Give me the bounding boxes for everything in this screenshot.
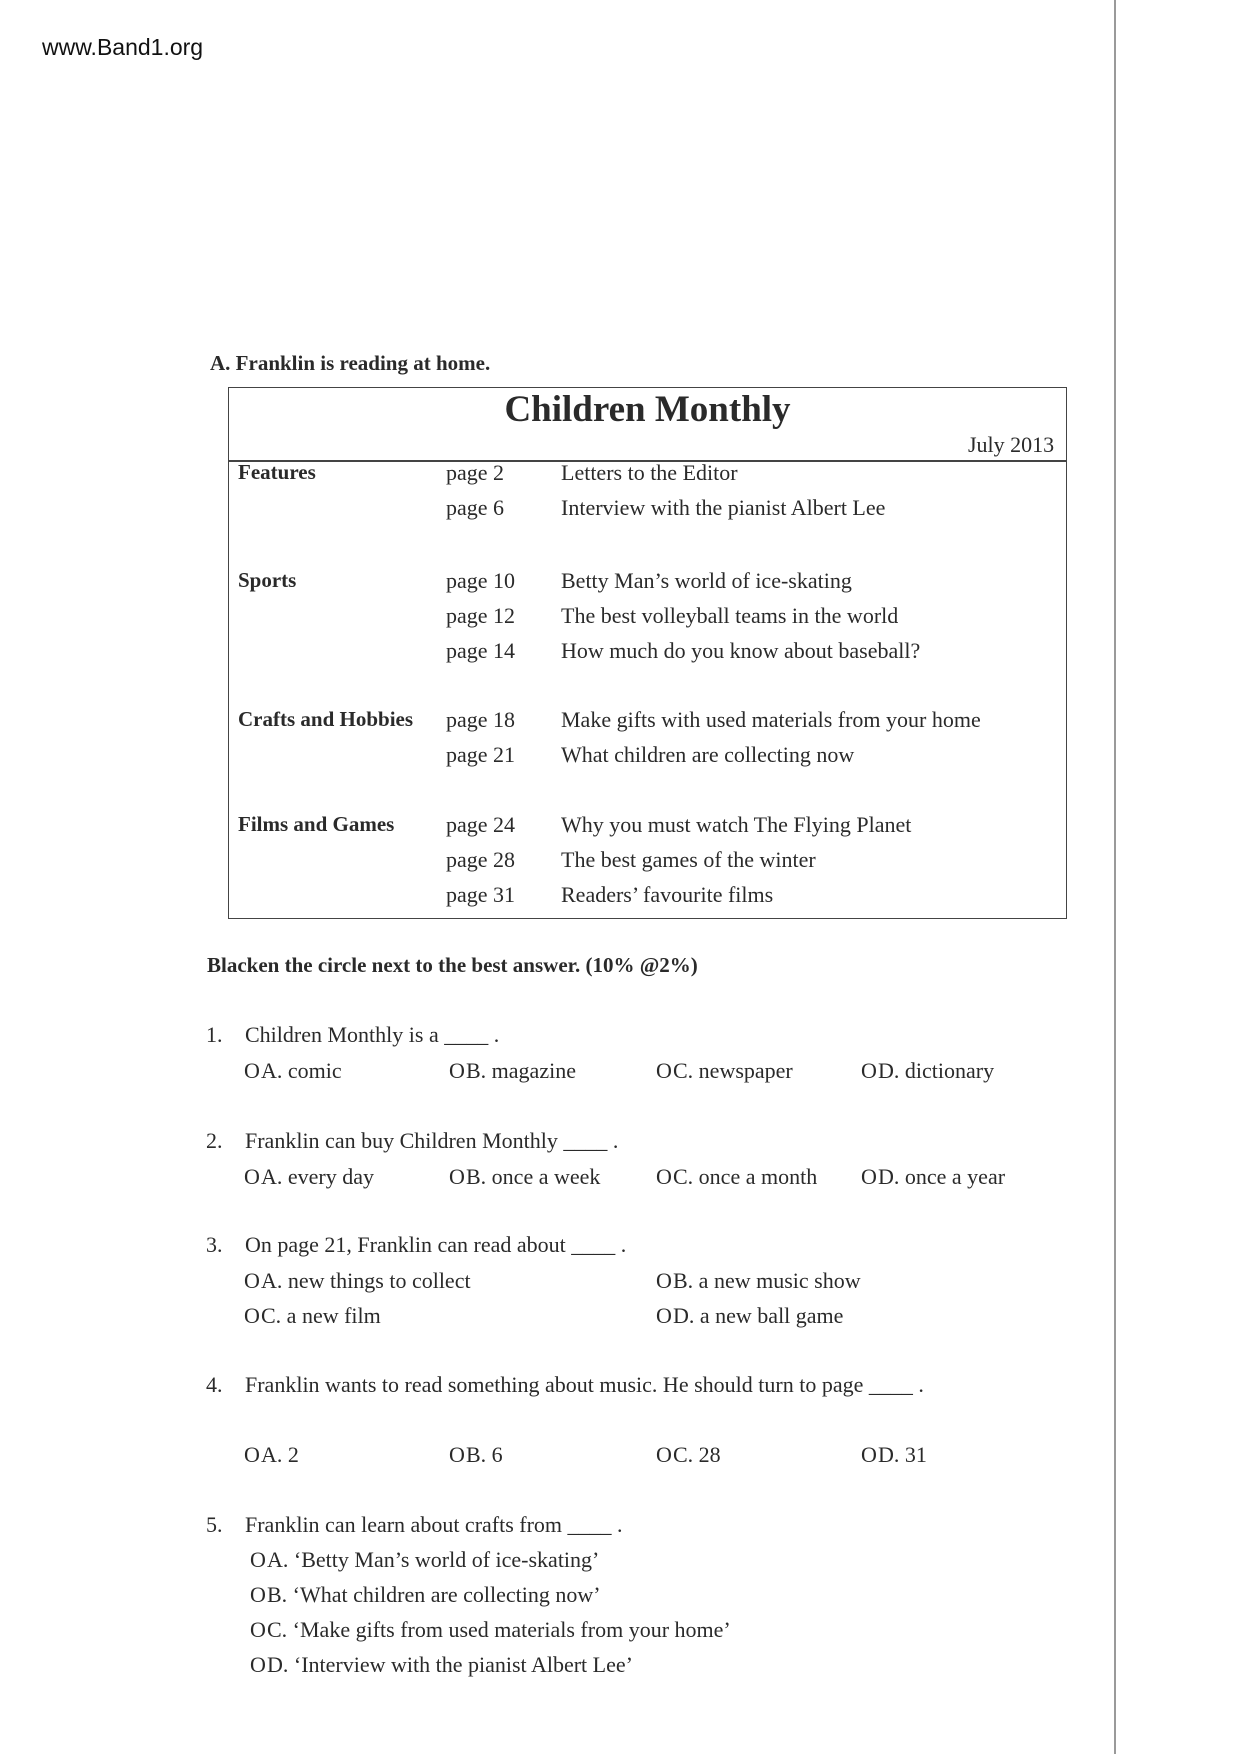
answer-option[interactable]: D. dictionary bbox=[878, 1058, 995, 1083]
answer-option[interactable]: C. newspaper bbox=[673, 1058, 793, 1083]
article-title: Why you must watch The Flying Planet bbox=[561, 812, 912, 837]
question-text: Franklin wants to read something about music. He should turn to page ____ . bbox=[245, 1372, 924, 1397]
answer-option[interactable]: A. 2 bbox=[261, 1442, 299, 1467]
answer-option[interactable]: C. ‘Make gifts from used materials from your home’ bbox=[267, 1617, 731, 1642]
instruction: Blacken the circle next to the best answer. (10% @2%) bbox=[207, 953, 698, 977]
article-title: Interview with the pianist Albert Lee bbox=[561, 495, 886, 520]
article-title: Readers’ favourite films bbox=[561, 882, 774, 907]
answer-circle-icon[interactable]: O bbox=[656, 1164, 672, 1189]
question-text: On page 21, Franklin can read about ____ . bbox=[245, 1232, 627, 1257]
answer-circle-icon[interactable]: O bbox=[861, 1442, 877, 1467]
answer-circle-icon[interactable]: O bbox=[656, 1442, 672, 1467]
site-watermark: www.Band1.org bbox=[42, 34, 204, 60]
answer-option[interactable]: C. 28 bbox=[673, 1442, 721, 1467]
answer-option[interactable]: B. ‘What children are collecting now’ bbox=[267, 1582, 601, 1607]
answer-circle-icon[interactable]: O bbox=[250, 1582, 266, 1607]
answer-option[interactable]: D. 31 bbox=[878, 1442, 927, 1467]
answer-circle-icon[interactable]: O bbox=[861, 1058, 877, 1083]
answer-option[interactable]: C. once a month bbox=[673, 1164, 818, 1189]
magazine-date: July 2013 bbox=[968, 432, 1055, 457]
answer-circle-icon[interactable]: O bbox=[244, 1268, 260, 1293]
answer-circle-icon[interactable]: O bbox=[244, 1058, 260, 1083]
answer-circle-icon[interactable]: O bbox=[449, 1164, 465, 1189]
section-heading: A. Franklin is reading at home. bbox=[210, 351, 491, 375]
answer-circle-icon[interactable]: O bbox=[861, 1164, 877, 1189]
question-number: 2. bbox=[206, 1128, 223, 1153]
answer-circle-icon[interactable]: O bbox=[244, 1442, 260, 1467]
answer-option[interactable]: B. once a week bbox=[466, 1164, 601, 1189]
answer-option[interactable]: A. every day bbox=[261, 1164, 375, 1189]
section-name: Films and Games bbox=[238, 812, 395, 836]
question-number: 1. bbox=[206, 1022, 223, 1047]
answer-option[interactable]: B. a new music show bbox=[673, 1268, 861, 1293]
answer-option[interactable]: D. a new ball game bbox=[673, 1303, 844, 1328]
answer-option[interactable]: B. magazine bbox=[466, 1058, 576, 1083]
page-number: page 6 bbox=[446, 495, 505, 520]
answer-circle-icon[interactable]: O bbox=[250, 1547, 266, 1572]
article-title: How much do you know about baseball? bbox=[561, 638, 921, 663]
answer-circle-icon[interactable]: O bbox=[449, 1442, 465, 1467]
answer-circle-icon[interactable]: O bbox=[656, 1303, 672, 1328]
page-number: page 10 bbox=[446, 568, 516, 593]
answer-circle-icon[interactable]: O bbox=[656, 1268, 672, 1293]
question-text: Children Monthly is a ____ . bbox=[245, 1022, 500, 1047]
question-number: 3. bbox=[206, 1232, 223, 1257]
article-title: The best volleyball teams in the world bbox=[561, 603, 899, 628]
answer-option[interactable]: A. ‘Betty Man’s world of ice-skating’ bbox=[267, 1547, 600, 1572]
answer-option[interactable]: C. a new film bbox=[261, 1303, 381, 1328]
answer-circle-icon[interactable]: O bbox=[250, 1652, 266, 1677]
answer-option[interactable]: D. once a year bbox=[878, 1164, 1006, 1189]
article-title: Make gifts with used materials from your home bbox=[561, 707, 981, 732]
answer-option[interactable]: B. 6 bbox=[466, 1442, 503, 1467]
page-number: page 2 bbox=[446, 460, 505, 485]
page-edge-line bbox=[1114, 0, 1116, 1754]
page-number: page 24 bbox=[446, 812, 516, 837]
answer-circle-icon[interactable]: O bbox=[449, 1058, 465, 1083]
answer-circle-icon[interactable]: O bbox=[244, 1303, 260, 1328]
answer-option[interactable]: A. new things to collect bbox=[261, 1268, 471, 1293]
magazine-title: Children Monthly bbox=[504, 389, 791, 430]
page-number: page 31 bbox=[446, 882, 516, 907]
section-name: Features bbox=[238, 460, 316, 484]
answer-option[interactable]: D. ‘Interview with the pianist Albert Lee’ bbox=[267, 1652, 633, 1677]
section-name: Crafts and Hobbies bbox=[238, 707, 414, 731]
page-number: page 12 bbox=[446, 603, 516, 628]
answer-circle-icon[interactable]: O bbox=[656, 1058, 672, 1083]
article-title: Letters to the Editor bbox=[561, 460, 738, 485]
section-name: Sports bbox=[238, 568, 297, 592]
page-number: page 18 bbox=[446, 707, 516, 732]
page-number: page 14 bbox=[446, 638, 516, 663]
question-number: 4. bbox=[206, 1372, 223, 1397]
article-title: What children are collecting now bbox=[561, 742, 855, 767]
page-number: page 28 bbox=[446, 847, 516, 872]
article-title: The best games of the winter bbox=[561, 847, 816, 872]
page-number: page 21 bbox=[446, 742, 516, 767]
article-title: Betty Man’s world of ice-skating bbox=[561, 568, 852, 593]
question-number: 5. bbox=[206, 1512, 223, 1537]
question-text: Franklin can learn about crafts from ____ . bbox=[245, 1512, 623, 1537]
answer-option[interactable]: A. comic bbox=[261, 1058, 342, 1083]
answer-circle-icon[interactable]: O bbox=[250, 1617, 266, 1642]
question-text: Franklin can buy Children Monthly ____ . bbox=[245, 1128, 619, 1153]
answer-circle-icon[interactable]: O bbox=[244, 1164, 260, 1189]
